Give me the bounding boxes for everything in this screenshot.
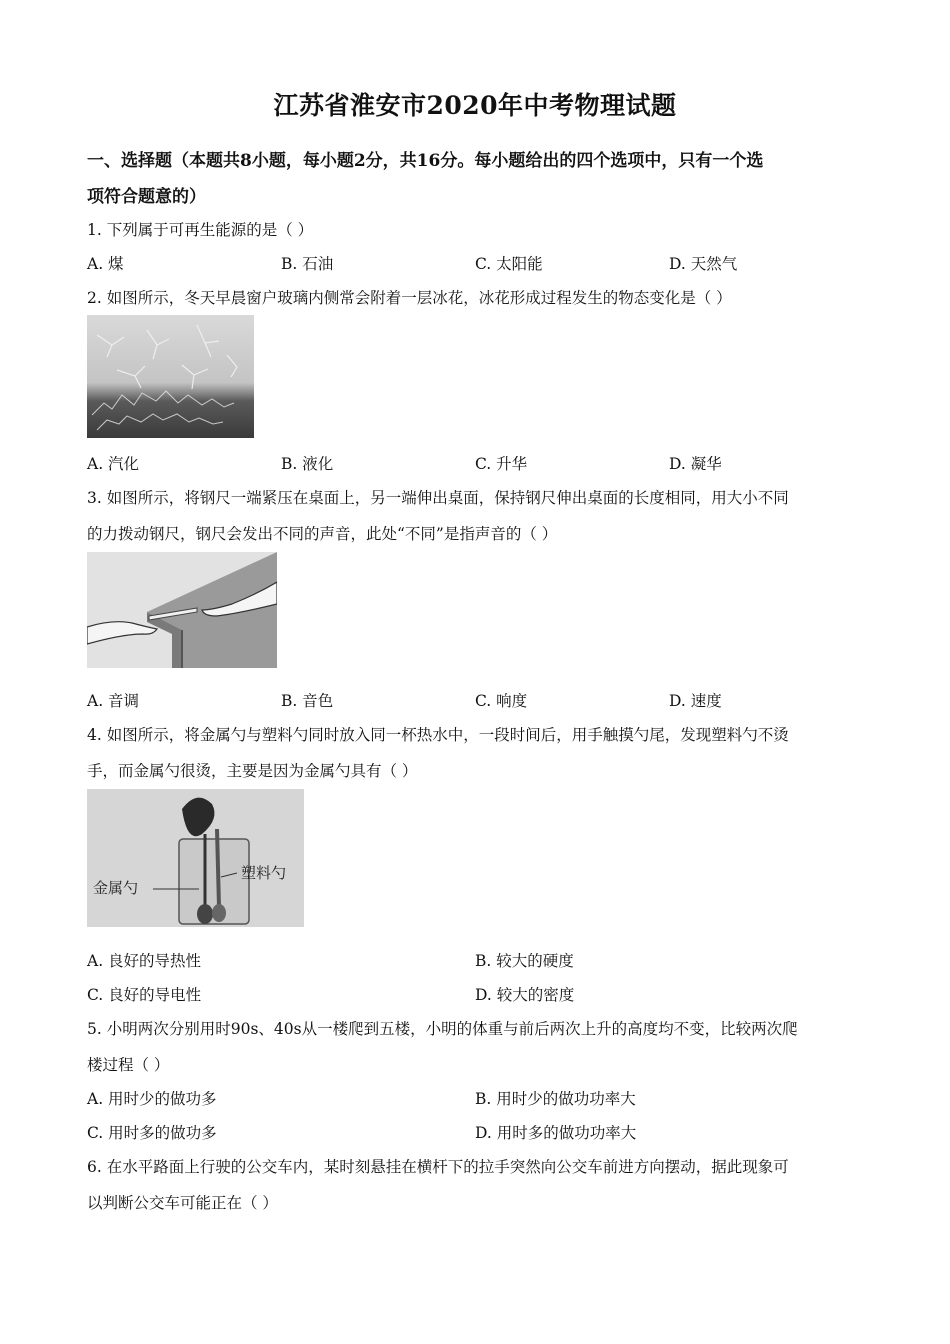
- q3-option-d: D. 速度: [669, 692, 722, 710]
- spoons-in-cup-image: [87, 789, 304, 927]
- q5-option-b: B. 用时少的做功功率大: [475, 1090, 636, 1108]
- frost-pattern-image: [87, 315, 254, 438]
- section-heading-line1: 一、选择题（本题共8小题，每小题2分，共16分。每小题给出的四个选项中，只有一个选: [87, 151, 764, 171]
- question-5-text-line1: 5. 小明两次分别用时90s、40s从一楼爬到五楼，小明的体重与前后两次上升的高度均不变，比较两次爬: [87, 1020, 798, 1038]
- ruler-on-table-image: [87, 552, 277, 668]
- question-5-text-line2: 楼过程（ ）: [87, 1056, 170, 1074]
- q3-option-c: C. 响度: [475, 692, 528, 710]
- q2-option-b: B. 液化: [281, 455, 334, 473]
- q2-option-d: D. 凝华: [669, 455, 722, 473]
- page-title: 江苏省淮安市2020年中考物理试题: [273, 91, 677, 120]
- q1-option-b: B. 石油: [281, 255, 334, 273]
- question-1-text: 1. 下列属于可再生能源的是（ ）: [87, 221, 314, 239]
- question-6-text-line2: 以判断公交车可能正在（ ）: [87, 1194, 278, 1212]
- q1-option-c: C. 太阳能: [475, 255, 543, 273]
- metal-spoon-label: 金属勺: [93, 879, 139, 897]
- plastic-spoon-label: 塑料勺: [241, 864, 287, 882]
- q4-option-b: B. 较大的硬度: [475, 952, 574, 970]
- question-6-text-line1: 6. 在水平路面上行驶的公交车内，某时刻悬挂在横杆下的拉手突然向公交车前进方向摆动，据此现象可: [87, 1158, 789, 1176]
- q1-option-a: A. 煤: [87, 255, 124, 273]
- q2-option-a: A. 汽化: [87, 455, 140, 473]
- q4-option-d: D. 较大的密度: [475, 986, 575, 1004]
- q5-option-c: C. 用时多的做功多: [87, 1124, 217, 1142]
- question-3-text-line1: 3. 如图所示，将钢尺一端紧压在桌面上，另一端伸出桌面，保持钢尺伸出桌面的长度相同，用大小不同: [87, 489, 789, 507]
- question-3-text-line2: 的力拨动钢尺，钢尺会发出不同的声音，此处“不同”是指声音的（ ）: [87, 525, 558, 543]
- question-2-text: 2. 如图所示，冬天早晨窗户玻璃内侧常会附着一层冰花，冰花形成过程发生的物态变化是（ ）: [87, 289, 732, 307]
- q4-option-c: C. 良好的导电性: [87, 986, 202, 1004]
- q4-option-a: A. 良好的导热性: [87, 952, 202, 970]
- q5-option-d: D. 用时多的做功功率大: [475, 1124, 637, 1142]
- question-4-text-line1: 4. 如图所示，将金属勺与塑料勺同时放入同一杯热水中，一段时间后，用手触摸勺尾，发现塑料勺不烫: [87, 726, 789, 744]
- q3-option-a: A. 音调: [87, 692, 140, 710]
- q5-option-a: A. 用时少的做功多: [87, 1090, 217, 1108]
- section-heading-line2: 项符合题意的）: [87, 187, 206, 207]
- q2-option-c: C. 升华: [475, 455, 528, 473]
- question-4-text-line2: 手，而金属勺很烫，主要是因为金属勺具有（ ）: [87, 762, 418, 780]
- q1-option-d: D. 天然气: [669, 255, 738, 273]
- q3-option-b: B. 音色: [281, 692, 334, 710]
